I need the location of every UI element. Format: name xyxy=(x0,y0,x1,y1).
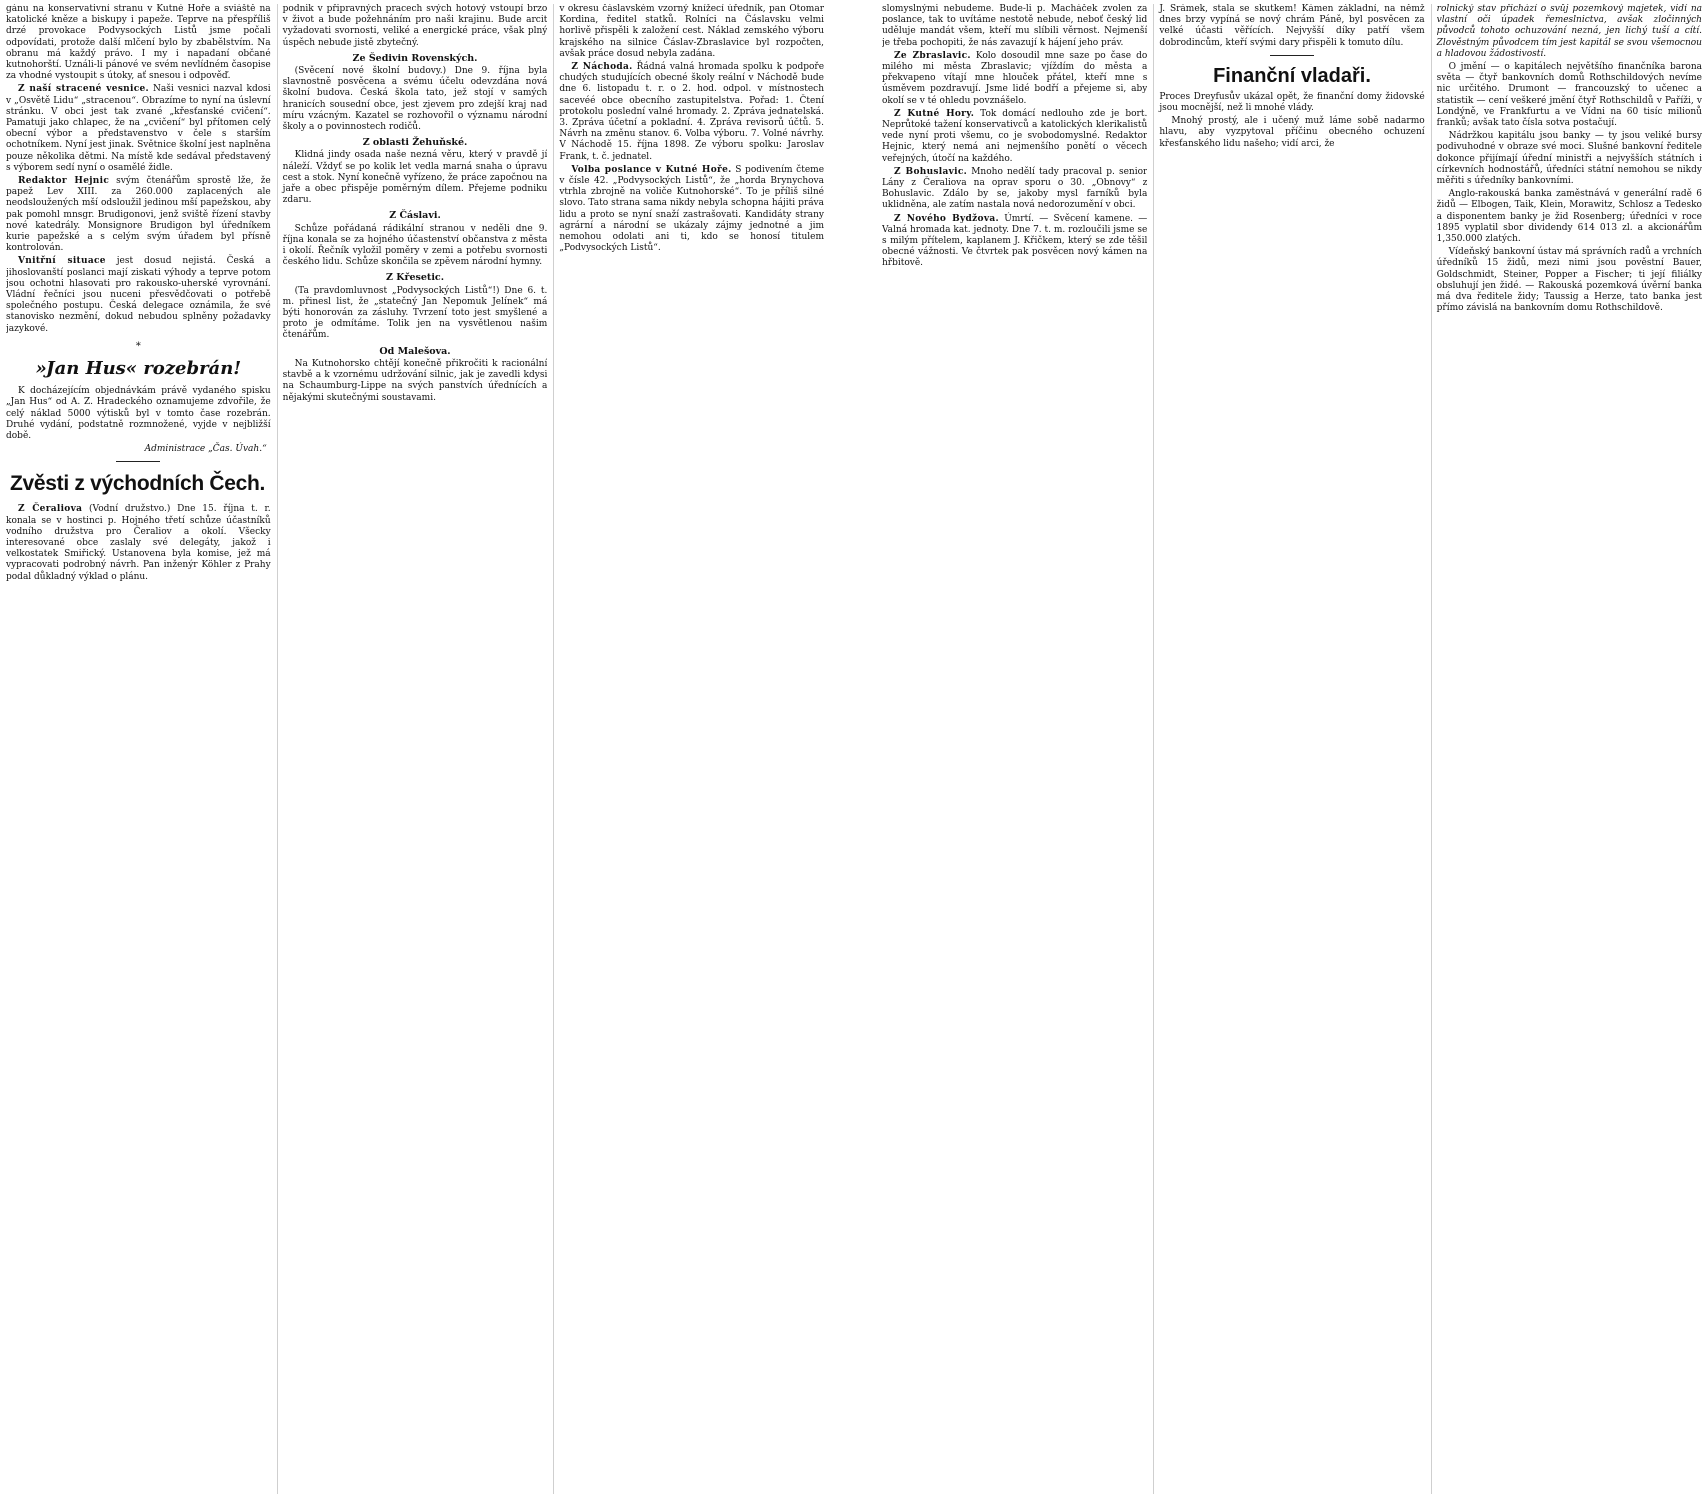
notice-heading: »Jan Hus« rozebrán! xyxy=(35,358,242,380)
right-page xyxy=(882,0,1702,1500)
dateline-place: Z Kutné Hory. xyxy=(894,108,975,119)
column-3 xyxy=(553,4,824,1494)
article-text: Mnohý prostý, ale i učený muž láme sobě nadarmo hlavu, aby vyzpytoval příčinu obecného ochuzení křesťanského lidu našeho; vidí arci, že xyxy=(1159,116,1425,149)
col1-article-2 xyxy=(6,176,271,254)
col1-opening: gánu na konservativní stranu v Kutné Hoře a sviáště na katolické kněze a biskupy i papeže. Teprve na přespříliš drzé provokace Podvysockých Listů jsme počali odpovídati, protože další mlčení bylo by zbabělstvím. Na obranu má každý právo. I my i napadaní občané kutnohorští. Uználi-li pánové ve svém nevlídném časopise za vhodné vystoupit s útoky, ať snesou i odpověď. xyxy=(6,4,271,82)
col1-article-1 xyxy=(6,84,271,174)
article-text: (Vodní družstvo.) Dne 15. října t. r. konala se v hostinci p. Hojného třetí schůze účastníků vodního družstva pro Čeraliov a okolí. Všecky interesované obce zaslaly své delegáty, jakož i velkostatek Smiřický. Ustanovena byla komise, jež má vypracovati podrobný návrh. Pan inženýr Köhler z Prahy podal důkladný výklad o plánu. xyxy=(6,504,271,582)
col1-article-4 xyxy=(6,504,271,582)
col1-article-3 xyxy=(6,256,271,334)
article-text: jest dosud nejistá. Česká a jihoslovanští poslanci mají ziskati výhody a teprve potom jsou ochotni hlasovati pro rakousko-uherské vyrovnání. Vládní řečníci jsou nuceni přesvědčovati o potřebě společného postupu. Česká delegace oznámila, že své stanovisko nezmění, dokud nebudou splněny požadavky jazykové. xyxy=(6,256,271,334)
dateline-place: Z Náchoda. xyxy=(571,62,633,73)
dateline-place: Ze Zbraslavic. xyxy=(894,50,971,61)
col4-article-2 xyxy=(882,109,1147,165)
notice-signature: Administrace „Čas. Úvah.“ xyxy=(144,444,267,455)
article-text: (Ta pravdomluvnost „Podvysockých Listů“!) Dne 6. t. m. přinesl list, že „statečný Jan Nepomuk Jelínek“ má býti honorován za zásluhy. Tvrzení toto jest smyšlené a proto je odmítáme. Tolik jen na vysvětlenou našim čtenářům. xyxy=(282,285,548,341)
article-text: svým čtenářům sprostě lže, že papež Lev XIII. za 260.000 zaplacených ale neodsloužených mší odsloužil jedinou mší papežskou, aby pak pomohl mnsgr. Brudigonovi, jenž sviště řízení stavby nové katedrály. Monsignore Brudigon byl úředníkem kurie papežské a s celým svým úřadem byl přísně kontrolován. xyxy=(6,176,271,254)
article-heading: Z Čáslavi. xyxy=(389,210,441,222)
column-4 xyxy=(882,4,1147,1494)
col2-opening: podnik v připravných pracech svých hotový vstoupí brzo v život a bude požehnáním pro naši krajinu. Bude arcit vyžadovati svornosti, veliké a energické práce, však plný úspěch nebude jistě zbytečný. xyxy=(282,4,548,48)
col6-opening: rolnický stav přichází o svůj pozemkový majetek, vidí na vlastní oči úpadek řemeslnictva, avšak zločinných původců tohoto ochuzování nezná, jen lichý tuší a cítí. Zlověstným původcem tím jest kapitál se svou všemocnou a hladovou žádostivostí. xyxy=(1436,4,1702,59)
col4-article-4 xyxy=(882,214,1147,270)
col3-article-1 xyxy=(559,62,824,163)
notice-body: K docházejícím objednávkám právě vydaného spisku „Jan Hus“ od A. Z. Hradeckého oznamujeme zdvořile, že celý náklad 5000 výtisků byl v tomto čase rozebrán. Druhé vydání, podstatně rozmnožené, vyjde v nejbližší době. xyxy=(6,386,271,441)
dateline-place: Z Nového Bydžova. xyxy=(894,213,999,224)
article-text: O jmění — o kapitálech největšího finančníka barona světa — čtyř bankovních domů Rothschildových nevíme nic určitého. Drumont — francouzský to učenec a statistik — cení veškeré jmění čtyř Rothschildů v Paříži, v Londýně, ve Frankfurtu a ve Vídni na 60 tisíc milionů franků; avšak tato čísla sotva postačují. xyxy=(1436,62,1702,129)
article-text: S podivením čteme v čísle 42. „Podvysockých Listů“, že „horda Brynychova vtrhla zbrojně na voliče Kutnohorské“. To je příliš silné slovo. Tato strana sama nikdy nebyla schopna hájiti práva lidu a proto se nyní snaží zastrašovati. Kandidáty strany agrární a národní se ukázaly zájmy jednotné a jim nemohou odolati ani ti, kdo se honosí titulem „Podvysockých Listů“. xyxy=(559,164,825,254)
dateline-place: Volba poslance v Kutné Hoře. xyxy=(571,164,732,175)
article-lead: Proces Dreyfusův ukázal opět, že finanční domy židovské jsou mocnější, než li mnohé vlády. xyxy=(1159,91,1425,114)
divider-rule xyxy=(116,461,160,462)
article-text: Mnoho nedělí tady pracoval p. senior Lány z Čeraliova na oprav sporu o 30. „Obnovy“ z Bohuslavic. Zdálo by se, jakoby mysl farníků byla uklidněna, ale zatím nastala nová nedorozumění v obci. xyxy=(882,166,1148,211)
article-heading: Ze Šedivin Rovenských. xyxy=(352,52,478,64)
page-gutter xyxy=(838,0,870,1500)
article-text: Kolo dosoudil mne saze po čase do milého mi města Zbraslavic; vjíždím do města a překvapeno vítají mne hlouček přátel, kteří mne s úsměvem pozdravují. Jsme lidé bodří a přejeme si, aby okolí se v té ohledu povznášelo. xyxy=(882,50,1148,106)
left-page xyxy=(6,0,824,1500)
dateline-place: Z naší stracené vesnice. xyxy=(18,84,149,95)
dateline-place: Vnitřní situace xyxy=(18,256,106,267)
article-text: Řádná valná hromada spolku k podpoře chudých studujících obecné školy reální v Náchodě bude dne 6. listopadu t. r. o 2. hod. odpol. v místnostech sacevéé obce obecního zastupitelstva. Pořad: 1. Čtení protokolu poslední valné hromady. 2. Zpráva jednatelská. 3. Zpráva účetní a pokladní. 4. Zpráva revisorů účtů. 5. Návrh na změnu stanov. 6. Volba výboru. 7. Volné návrhy. V Náchodě 15. října 1898. Ze výboru spolku: Jaroslav Frank, t. č. jednatel. xyxy=(559,62,825,162)
col4-article-3 xyxy=(882,167,1147,212)
article-text: (Svěcení nové školní budovy.) Dne 9. října byla slavnostně posvěcena a svému účelu odevzdána nová školní budova. Česká škola tato, jež stojí v samých hranicích sousední obce, jest zjevem pro zdejší kraj nad míru vzácným. Kazatel se rozhovořil o významu národní školy a o povinnostech rodičů. xyxy=(282,66,548,133)
article-text: Vídeňský bankovní ústav má správních radů a vrchních úředníků 15 židů, mezi nimi jsou pověstní Bauer, Goldschmidt, Steiner, Popper a Fischer; ti její filiálky obsluhují jen židé. — Rakouská pozemková úvěrní banka má dva ředitele židy; Taussig a Herze, tato banka jest přímo závislá na bankovním domu Rothschildově. xyxy=(1436,247,1702,314)
column-1 xyxy=(6,4,271,1494)
dateline-place: Z Bohuslavic. xyxy=(894,166,968,177)
divider-rule xyxy=(1270,55,1314,56)
dateline-place: Redaktor Hejnic xyxy=(18,176,110,187)
article-text: Na Kutnohorsko chtějí konečně přikročiti k racionální stavbě a k vzornému udržování silnic, jak je zavedli kdysi na Schaumburg-Lippe na svých panstvích úřednících a nějakými skutečnými soustavami. xyxy=(282,358,548,403)
article-text: Tok domácí nedlouho zde je bort. Neprůtoké tažení konservativců a katolických klerikalistů vede nyní proti všemu, co je svobodomyslné. Redaktor Hejnic, který nemá ani nejmenšího ponětí o věcech veřejných, útočí na každého. xyxy=(882,108,1148,164)
article-text: Naši vesnici nazval kdosi v „Osvětě Lidu“ „stracenou“. Obrazíme to nyní na úslevní stránku. V obci jest tak zvané „křesťanské cvičení“. Pamatuji jako chlapec, že na „cvičení“ byl přítomen celý obecní výbor a představenstvo v čele s starším ochotníkem. Nyní jest jinak. Světnice školní jest naplněna pouze několika dětmi. Na místě kde sedával představený s výborem sedí nyní o osamělé židle. xyxy=(6,84,271,173)
col5-opening: J. Šrámek, stala se skutkem! Kámen základní, na němž dnes brzy vypíná se nový chrám Páně, byl posvěcen za velké účasti věřících. Nejvyšší díky patří všem dobrodincům, kteří svými dary přispěli k tomuto dílu. xyxy=(1159,4,1425,48)
col4-opening: slomyslnými nebudeme. Bude-li p. Macháček zvolen za poslance, tak to uvítáme nestotě nebude, neboť český lid uděluje mandát všem, kteří mu slíbili věrnost. Nejmenší je třeba pochopiti, že nás zavazují k hájení jeho práv. xyxy=(882,4,1148,48)
article-heading: Od Malešova. xyxy=(379,345,451,357)
dateline-place: Z Čeraliova xyxy=(18,504,83,515)
section-heading: Zvěsti z východních Čech. xyxy=(10,472,266,496)
article-title: Finanční vladaři. xyxy=(1213,64,1371,87)
article-heading: Z Křesetic. xyxy=(385,272,445,284)
article-text: Úmrtí. — Svěcení kamene. — Valná hromada kat. jednoty. Dne 7. t. m. rozloučili jsme se s milým přítelem, kaplanem J. Křičkem, který se zde těšil obecné vážnosti. Ve čtvrtek pak posvěcen nový kámen na hřbitově. xyxy=(882,213,1148,269)
article-heading: Z oblasti Žehuňské. xyxy=(362,137,468,149)
column-5 xyxy=(1153,4,1424,1494)
col4-article-1 xyxy=(882,51,1147,107)
article-text: Klidná jindy osada naše nezná věru, který v pravdě jí náleží. Vždyť se po kolik let vedla marná snaha o úpravu cest a stok. Nyní konečně vyřízeno, že práce započnou na jaře a obec přispěje poměrným dílem. Přejeme podniku zdaru. xyxy=(282,150,548,206)
article-text: Nádržkou kapitálu jsou banky — ty jsou veliké bursy podivuhodné v obraze své moci. Slušné bankovní ředitele dokonce přijímají úřední ministři a nejvyšších státních i církevních hodnostářů, úředníci státní nemohou se nikdy měřiti s úředníky bankovními. xyxy=(1436,131,1702,187)
column-2 xyxy=(277,4,548,1494)
column-6 xyxy=(1431,4,1702,1494)
separator-ornament: ∗ xyxy=(134,338,142,350)
article-text: Schůze pořádaná rádikální stranou v neděli dne 9. října konala se za hojného účastenství občanstva z města i okolí. Řečník vyložil poměry v zemi a potřebu svornosti českého lidu. Schůze skončila se zpěvem národní hymny. xyxy=(282,223,548,268)
article-text: Anglo-rakouská banka zaměstnává v generální radě 6 židů — Elbogen, Taik, Klein, Morawitz, Schlosz a Tedesko a disponentem banky je žid Rosenberg; úředníci v roce 1895 vyplatil sbor dividendy 614 013 zl. a akcionářům 1,350.000 zlatých. xyxy=(1436,189,1702,245)
col3-article-2 xyxy=(559,165,824,255)
col3-opening: v okresu čáslavském vzorný knížecí úředník, pan Otomar Kordina, ředitel statků. Rolníci na Čáslavsku velmi horlivě přispěli k založení cest. Náklad zemského výboru krajského na silnice Čáslav-Zbraslavice byl rozpočten, avšak práce dosud nebyla zadána. xyxy=(559,4,825,59)
